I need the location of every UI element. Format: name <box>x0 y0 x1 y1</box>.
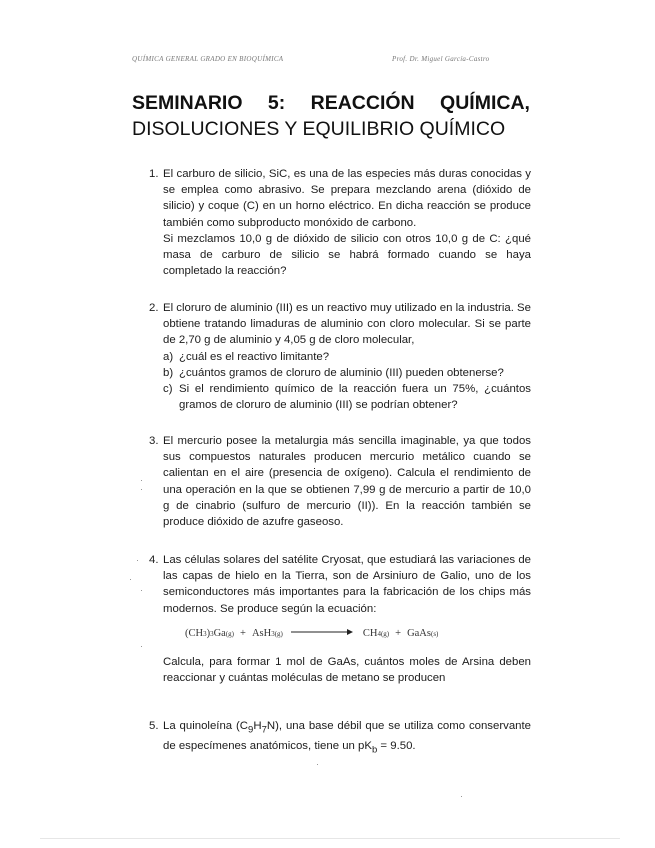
sub-question-text: ¿cuál es el reactivo limitante? <box>179 350 330 363</box>
subscript: b <box>371 744 378 756</box>
question-1 <box>149 166 531 279</box>
question-text: Las células solares del satélite Cryosat, que estudiará las variaciones de las capas de hielo en la Tierra, son de Arsiniuro de Galio, uno de los semiconductores más importantes para la fabricación de los chips más modernos. Se produce según la ecuación: <box>163 554 531 615</box>
sub-question-letter: a) <box>163 350 174 363</box>
question-text: El mercurio posee la metalurgia más sencilla imaginable, ya que todos sus compuestos naturales producen mercurio metálico cuando se calientan en el aire (presencia de oxígeno). Calcula el rendimiento de una operación en la que se obtienen 7,99 g de mercurio a partir de 10,0 g de cinabrio (sulfuro de mercurio (II)). En la reacción también se produce dióxido de azufre gaseoso. <box>163 435 531 529</box>
sub-question-a <box>163 349 531 365</box>
question-2 <box>149 300 531 413</box>
question-text-2: Si mezclamos 10,0 g de dióxido de silicio con otros 10,0 g de C: ¿qué masa de carburo de silicio se habrá formado cuando se haya completado la reacción? <box>163 232 531 278</box>
question-number: 3. <box>149 435 159 447</box>
page-title <box>132 90 530 142</box>
sub-question-text: Si el rendimiento químico de la reacción fuera un 75%, ¿cuántos gramos de cloruro de aluminio (III) se podrían obtener? <box>179 383 531 412</box>
text-fragment: N), una base débil que se utiliza como conservante de especímenes anatómicos, tiene un pK <box>163 720 531 753</box>
eq-reactant-1: (CH <box>185 627 204 639</box>
sub-question-c <box>163 381 531 413</box>
eq-state: (g) <box>225 629 235 638</box>
sub-question-letter: c) <box>163 383 173 396</box>
reaction-arrow-icon <box>291 626 353 642</box>
eq-paren: ) <box>206 627 211 639</box>
eq-state: (g) <box>274 629 283 638</box>
question-text: El carburo de silicio, SiC, es una de las especies más duras conocidas y se emplea como abrasivo. Se prepara mezclando arena (dióxido de silicio) y coque (C) en un horno eléctrico. En dicha reacción se produce también como subproducto monóxido de carbono. <box>163 168 531 229</box>
eq-state: (s) <box>430 629 439 638</box>
eq-plus: + <box>395 627 402 639</box>
header-professor: Prof. Dr. Miguel García-Castro <box>392 55 490 63</box>
title-word-quimica: QUÍMICA, <box>440 92 530 114</box>
subscript: 7 <box>261 724 267 736</box>
scan-speck: · <box>140 641 143 651</box>
eq-subscript: 3 <box>210 629 214 638</box>
eq-reactant-2: AsH <box>251 627 272 639</box>
eq-plus: + <box>240 627 246 639</box>
eq-subscript: 3 <box>203 629 207 638</box>
title-word-reaccion: REACCIÓN <box>310 92 415 114</box>
question-number: 2. <box>149 302 159 314</box>
title-line-2: DISOLUCIONES Y EQUILIBRIO QUÍMICO <box>132 118 506 140</box>
eq-subscript: 3 <box>271 629 275 638</box>
header-course: QUÍMICA GENERAL GRADO EN BIOQUÍMICA <box>132 55 284 63</box>
title-word-seminario: SEMINARIO <box>132 92 243 114</box>
question-text-2: Calcula, para formar 1 mol de GaAs, cuántos moles de Arsina deben reaccionar y cuántas moléculas de metano se producen <box>163 656 531 685</box>
sub-question-list <box>163 349 531 414</box>
scan-speck: · <box>140 484 143 494</box>
scan-speck: · <box>316 759 319 769</box>
title-word-number: 5: <box>267 92 286 114</box>
scan-speck: · <box>460 791 463 801</box>
question-5 <box>149 718 531 759</box>
sub-question-text: ¿cuántos gramos de cloruro de aluminio (III) pueden obtenerse? <box>179 366 504 379</box>
scan-speck: · <box>129 574 132 584</box>
question-text <box>163 718 531 759</box>
eq-subscript: 4 <box>377 629 381 638</box>
scan-speck: · <box>136 555 139 565</box>
scan-speck: · <box>140 475 143 485</box>
question-4 <box>149 552 531 686</box>
text-fragment: H <box>253 720 262 732</box>
title-line-1 <box>132 90 530 116</box>
question-number: 4. <box>149 554 159 566</box>
question-number: 1. <box>149 168 159 180</box>
chemical-equation <box>185 626 531 642</box>
text-fragment: = 9.50. <box>377 740 416 753</box>
eq-product-2: GaAs <box>407 627 431 639</box>
sub-question-b <box>163 365 531 381</box>
question-number: 5. <box>149 720 159 732</box>
scan-speck: · <box>140 585 143 595</box>
eq-product-1: CH <box>362 627 378 639</box>
question-3 <box>149 433 531 530</box>
eq-state: (g) <box>380 629 390 638</box>
eq-reactant-1-metal: Ga <box>213 627 226 639</box>
subscript: 9 <box>248 724 254 736</box>
text-fragment: La quinoleína (C <box>163 720 249 732</box>
question-text: El cloruro de aluminio (III) es un reactivo muy utilizado en la industria. Se obtiene tratando limaduras de aluminio con cloro molecular. Si se parte de 2,70 g de aluminio y 4,05 g de cloro molecular, <box>163 302 531 347</box>
sub-question-letter: b) <box>163 366 174 379</box>
page-bottom-edge <box>40 838 620 839</box>
